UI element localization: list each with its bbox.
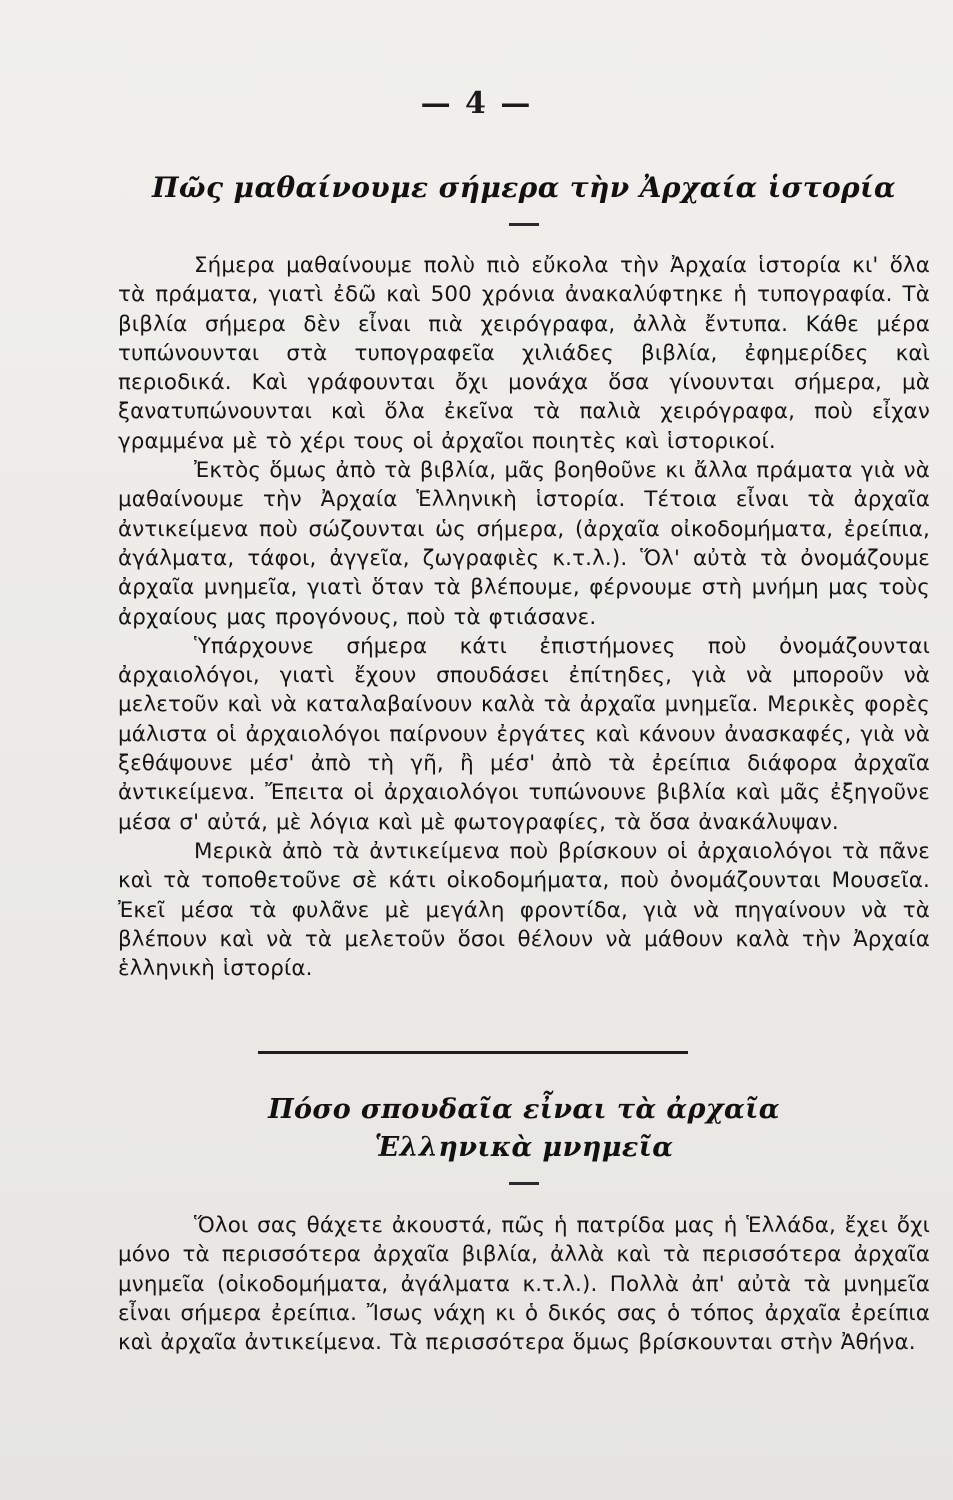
section-title-line-2: Ἑλληνικὰ μνημεῖα (374, 1132, 674, 1163)
section-divider (258, 1051, 688, 1054)
section-title-line-1: Πόσο σπουδαῖα εἶναι τὰ ἀρχαῖα (268, 1094, 780, 1125)
section-ancient-history-today (118, 170, 930, 983)
title-separator (509, 223, 539, 226)
title-separator (509, 1182, 539, 1185)
paragraph-3: Ὑπάρχουνε σήμερα κάτι ἐπιστήμονες ποὺ ὀνομάζουνται ἀρχαιολόγοι, γιατὶ ἔχουν σπουδάσει ἐπίτηδες, γιὰ νὰ μποροῦν νὰ μελετοῦν καὶ νὰ καταλαβαίνουν καλὰ τὰ ἀρχαῖα μνημεῖα. Μερικὲς φορὲς μάλιστα οἱ ἀρχαιολόγοι παίρνουν ἐργάτες καὶ κάνουν ἀνασκαφές, γιὰ νὰ ξεθάψουνε μέσ' ἀπὸ τὴ γῆ, ἢ μέσ' ἀπὸ τὰ ἐρείπια διάφορα ἀρχαῖα ἀντικείμενα. Ἔπειτα οἱ ἀρχαιολόγοι τυπώνουνε βιβλία καὶ μᾶς ἐξηγοῦνε μέσα σ' αὐτά, μὲ λόγια καὶ μὲ φωτογραφίες, τὰ ὅσα ἀνακάλυψαν. (118, 633, 930, 835)
section-title: Πῶς μαθαίνουμε σήμερα τὴν Ἀρχαία ἱστορία (152, 171, 896, 204)
page-number: — 4 — (420, 86, 533, 121)
paragraph-2: Ἐκτὸς ὅμως ἀπὸ τὰ βιβλία, μᾶς βοηθοῦνε κι ἄλλα πράματα γιὰ νὰ μαθαίνουμε τὴν Ἀρχαία Ἑλληνικὴ ἱστορία. Τέτοια εἶναι τὰ ἀρχαῖα ἀντικείμενα ποὺ σώζουνται ὡς σήμερα, (ἀρχαῖα οἰκοδομήματα, ἐρείπια, ἀγάλματα, τάφοι, ἀγγεῖα, ζωγραφιὲς κ.τ.λ.). Ὅλ' αὐτὰ τὰ ὀνομάζουμε ἀρχαῖα μνημεῖα, γιατὶ ὅταν τὰ βλέπουμε, φέρνουμε στὴ μνήμη μας τοὺς ἀρχαίους μας προγόνους, ποὺ τὰ φτιάσανε. (118, 458, 930, 630)
section-importance-of-monuments (118, 1093, 930, 1357)
paragraph-5: Ὅλοι σας θάχετε ἀκουστά, πῶς ἡ πατρίδα μας ἡ Ἑλλάδα, ἔχει ὄχι μόνο τὰ περισσότερα ἀρχαῖα βιβλία, ἀλλὰ καὶ τὰ περισσότερα ἀρχαῖα μνημεῖα (οἰκοδομήματα, ἀγάλματα κ.τ.λ.). Πολλὰ ἀπ' αὐτὰ τὰ μνημεῖα εἶναι σήμερα ἐρείπια. Ἴσως νάχη κι ὁ δικός σας ὁ τόπος ἀρχαῖα ἐρείπια καὶ ἀρχαῖα ἀντικείμενα. Τὰ περισσότερα ὅμως βρίσκουνται στὴν Ἀθήνα. (118, 1213, 930, 1356)
paragraph-1: Σήμερα μαθαίνουμε πολὺ πιὸ εὔκολα τὴν Ἀρχαία ἱστορία κι' ὅλα τὰ πράματα, γιατὶ ἐδῶ καὶ 500 χρόνια ἀνακαλύφτηκε ἡ τυπογραφία. Τὰ βιβλία σήμερα δὲν εἶναι πιὰ χειρόγραφα, ἀλλὰ ἔντυπα. Κάθε μέρα τυπώνουνται στὰ τυπογραφεῖα χιλιάδες βιβλία, ἐφημερίδες καὶ περιοδικά. Καὶ γράφουνται ὄχι μονάχα ὅσα γίνουνται σήμερα, μὰ ξανατυπώνουνται καὶ ὅλα ἐκεῖνα τὰ παλιὰ χειρόγραφα, ποὺ εἶχαν γραμμένα μὲ τὸ χέρι τους οἱ ἀρχαῖοι ποιητὲς καὶ ἱστορικοί. (118, 253, 930, 454)
paragraph-4: Μερικὰ ἀπὸ τὰ ἀντικείμενα ποὺ βρίσκουν οἱ ἀρχαιολόγοι τὰ πᾶνε καὶ τὰ τοποθετοῦνε σὲ κάτι οἰκοδομήματα, ποὺ ὀνομάζουνται Μουσεῖα. Ἐκεῖ μέσα τὰ φυλᾶνε μὲ μεγάλη φροντίδα, γιὰ νὰ πηγαίνουν νὰ τὰ βλέπουν καὶ νὰ τὰ μελετοῦν ὅσοι θέλουν νὰ μάθουν καλὰ τὴν Ἀρχαία ἑλληνικὴ ἱστορία. (118, 838, 930, 982)
